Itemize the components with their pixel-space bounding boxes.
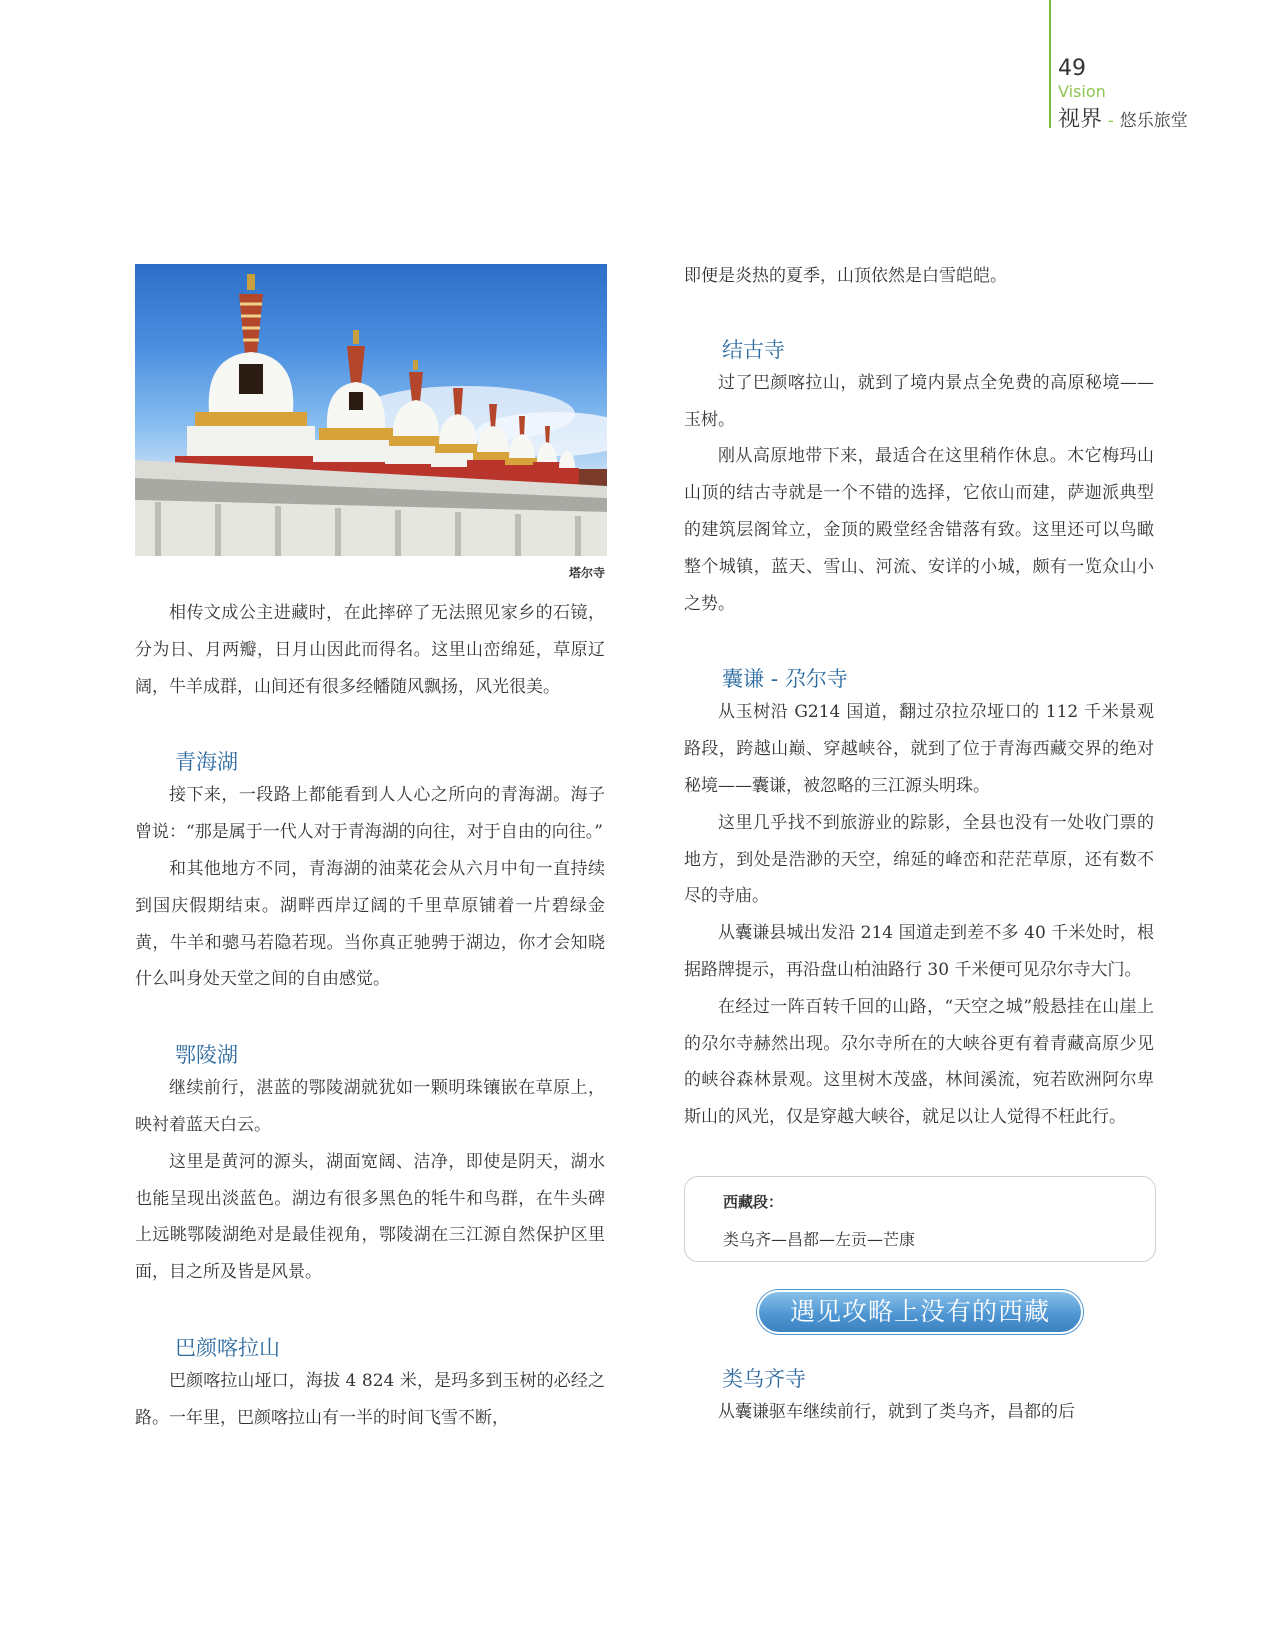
heading-nangqian: 囊谦 - 尕尔寺 (722, 667, 848, 692)
paragraph: 过了巴颜喀拉山，就到了境内景点全免费的高原秘境——玉树。 (684, 372, 1154, 430)
continuation-paragraph: 即便是炎热的夏季，山顶依然是白雪皑皑。 (684, 266, 1007, 286)
heading-jiegu-temple: 结古寺 (722, 337, 785, 362)
tibet-route-title: 西藏段： (723, 1192, 784, 1211)
section-main: 视界 (1058, 107, 1103, 132)
heading-leiwuqi: 类乌齐寺 (722, 1366, 806, 1391)
section-sub: 悠乐旅堂 (1119, 111, 1188, 131)
banner-wrap (684, 1290, 1156, 1334)
paragraph: 从囊谦县城出发沿 214 国道走到差不多 40 千米处时，根据路牌提示，再沿盘山柏油路行 30 千米便可见尕尔寺大门。 (684, 923, 1154, 980)
paragraph: 从囊谦驱车继续前行，就到了类乌齐，昌都的后 (718, 1401, 1075, 1422)
heading-bayan-har: 巴颜喀拉山 (175, 1335, 280, 1360)
paragraph: 从玉树沿 G214 国道，翻过尕拉尕垭口的 112 千米景观路段，跨越山巅、穿越峡谷，就到了位于青海西藏交界的绝对秘境——囊谦，被忽略的三江源头明珠。 (684, 702, 1154, 796)
photo-caption: 塔尔寺 (568, 566, 605, 580)
section-dash: - (1108, 111, 1114, 130)
left-column (135, 264, 605, 1437)
paragraph: 在经过一阵百转千回的山路，“天空之城”般悬挂在山崖上的尕尔寺赫然出现。尕尔寺所在的大峡谷更有着青藏高原少见的峡谷森林景观。这里树木茂盛，林间溪流，宛若欧洲阿尔卑斯山的风光，仅是穿越大峡谷，就足以让人觉得不枉此行。 (684, 996, 1154, 1128)
section-name (1058, 102, 1188, 133)
paragraph: 巴颜喀拉山垭口，海拔 4 824 米，是玛多到玉树的必经之路。一年里，巴颜喀拉山有一半的时间飞雪不断， (135, 1370, 605, 1428)
paragraph: 和其他地方不同，青海湖的油菜花会从六月中旬一直持续到国庆假期结束。湖畔西岸辽阔的千里草原铺着一片碧绿金黄，牛羊和骢马若隐若现。当你真正驰骋于湖边，你才会知晓什么叫身处天堂之间的自由感觉。 (135, 858, 605, 990)
paragraph: 这里是黄河的源头，湖面宽阔、洁净，即使是阴天，湖水也能呈现出淡蓝色。湖边有很多黑色的牦牛和鸟群，在牛头碑上远眺鄂陵湖绝对是最佳视角，鄂陵湖在三江源自然保护区里面，目之所及皆是风景。 (135, 1151, 605, 1283)
section-banner: 遇见攻略上没有的西藏 (757, 1290, 1083, 1334)
vision-label: Vision (1058, 82, 1106, 101)
heading-qinghai-lake: 青海湖 (175, 750, 238, 775)
header-divider (1049, 0, 1051, 128)
tibet-route-text: 类乌齐—昌都—左贡—芒康 (723, 1229, 916, 1249)
paragraph: 刚从高原地带下来，最适合在这里稍作休息。木它梅玛山山顶的结古寺就是一个不错的选择，它依山而建，萨迦派典型的建筑层阁耸立，金顶的殿堂经舍错落有致。这里还可以鸟瞰整个城镇，蓝天、雪山、河流、安详的小城，颇有一览众山小之势。 (684, 446, 1154, 614)
paragraph: 继续前行，湛蓝的鄂陵湖就犹如一颗明珠镶嵌在草原上，映衬着蓝天白云。 (135, 1078, 605, 1135)
page-number: 49 (1058, 56, 1086, 81)
intro-paragraph: 相传文成公主进藏时，在此摔碎了无法照见家乡的石镜，分为日、月两瓣，日月山因此而得名。这里山峦绵延，草原辽阔，牛羊成群，山间还有很多经幡随风飘扬，风光很美。 (135, 603, 605, 697)
heading-eling-lake: 鄂陵湖 (175, 1043, 238, 1068)
tibet-route-box (684, 1176, 1156, 1262)
paragraph: 这里几乎找不到旅游业的踪影，全县也没有一处收门票的地方，到处是浩渺的天空，绵延的峰峦和茫茫草原，还有数不尽的寺庙。 (684, 812, 1154, 907)
paragraph: 接下来，一段路上都能看到人人心之所向的青海湖。海子曾说：“那是属于一代人对于青海湖的向往，对于自由的向往。” (135, 785, 605, 843)
stupa-illustration (135, 264, 607, 556)
right-column (684, 258, 1154, 1431)
stupa-photo (135, 264, 607, 556)
